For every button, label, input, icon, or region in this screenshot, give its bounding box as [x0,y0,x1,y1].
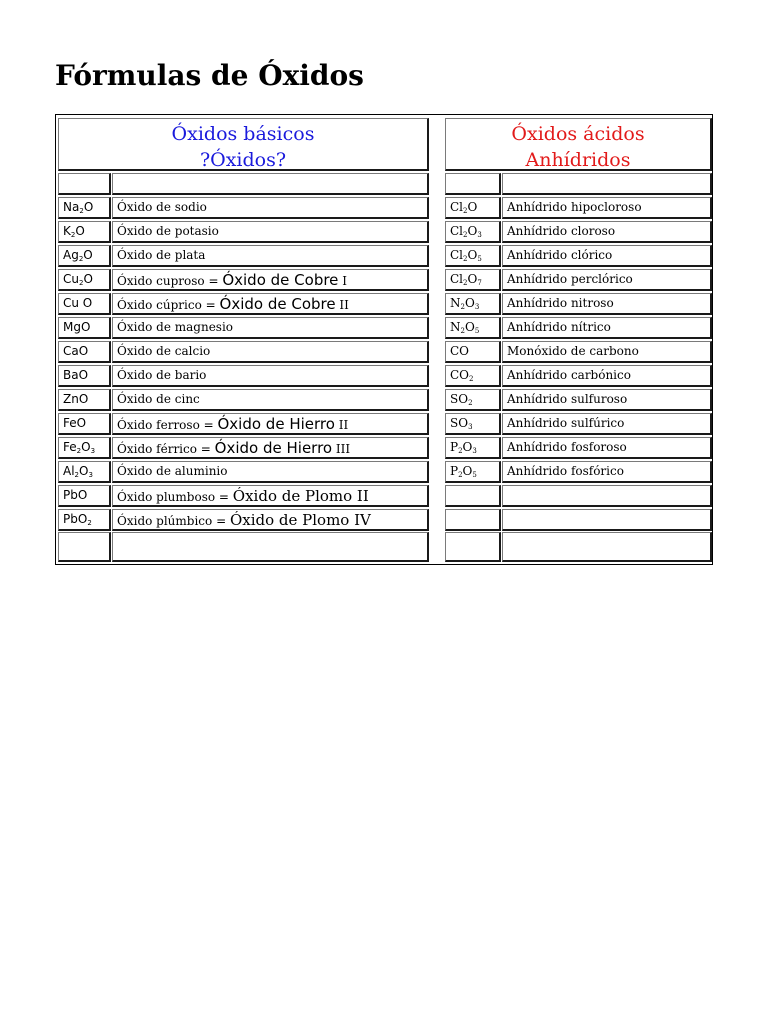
acid-formula-cell [445,365,501,387]
acid-name-cell [502,317,712,339]
formula [63,416,86,430]
formula [63,296,92,310]
anhydride-name: Anhídrido carbónico [507,368,631,382]
formula-part: Cl [450,200,464,214]
subscript: 2 [458,447,463,455]
oxidation-state: II [335,298,349,312]
acid-formula-cell [445,389,501,411]
formula [63,440,95,454]
subscript: 2 [463,231,468,239]
acid-header-title: Óxidos ácidos [511,123,645,145]
oxide-name: Óxido ferroso [117,418,200,432]
equals-sign: = [215,490,233,504]
acid-oxides-header [445,118,712,171]
acid-formula-cell [445,221,501,243]
formula-part: PbO [63,512,88,526]
acid-name-cell [502,509,712,531]
formula-part: O [464,296,475,310]
subscript: 5 [477,255,482,263]
formula [63,200,93,214]
formula-part: O [467,200,478,214]
oxide-stock-name: Óxido de Hierro [214,439,333,457]
oxide-name: Óxido plumboso [117,490,216,504]
formula-part: O [462,440,473,454]
equals-sign: = [204,274,223,288]
subscript: 3 [468,423,473,431]
oxidation-state: I [338,274,347,288]
subscript: 2 [87,519,92,527]
formula-part: MgO [63,320,91,334]
acid-name-cell [502,389,712,411]
formula [63,224,85,238]
basic-oxides-header [58,118,429,171]
subscript: 5 [472,471,477,479]
subscript: 2 [79,207,84,215]
basic-formula-cell [58,245,111,267]
oxide-name: Óxido de plata [117,248,206,262]
formula-part: CO [450,344,470,358]
subscript: 2 [463,207,468,215]
basic-header-subtitle: ?Óxidos? [199,149,287,171]
subscript: 2 [74,471,80,479]
formula-part: FeO [63,416,87,430]
anhydride-name: Anhídrido hipocloroso [507,200,642,214]
formula-part: Al [63,464,75,478]
basic-formula-cell [58,293,111,315]
anhydride-name: Anhídrido sulfúrico [507,416,625,430]
formula-part: O [462,464,473,478]
formula-part: SO [450,416,469,430]
formula [63,248,93,262]
subscript: 2 [458,471,463,479]
formula-part: PbO [63,488,88,502]
oxide-name: Óxido de cinc [117,392,200,406]
formula [450,344,469,358]
basic-name-cell [112,197,429,219]
formula-part: O [83,272,93,286]
acid-name-cell [502,269,712,291]
basic-formula-cell [58,317,111,339]
oxide-name: Óxido de calcio [117,344,211,358]
oxide-name: Óxido de bario [117,368,207,382]
acid-name-cell [502,365,712,387]
formula [450,224,482,238]
formula-part: Cu O [63,296,93,310]
subscript: 3 [88,471,93,479]
acid-formula-cell [445,413,501,435]
basic-name-cell [112,389,429,411]
subscript: 2 [468,399,473,407]
anhydride-name: Anhídrido fosforoso [507,440,627,454]
acid-header-subtitle: Anhídridos [525,149,631,171]
basic-name-cell [112,317,429,339]
formula-part: O [79,464,89,478]
acid-name-cell [502,413,712,435]
acid-name-cell [502,245,712,267]
oxide-stock-name: Óxido de Plomo II [232,487,369,505]
formula [450,320,479,334]
subscript: 2 [78,279,84,287]
acid-name-cell [502,437,712,459]
basic-header-title: Óxidos básicos [171,123,315,145]
anhydride-name: Anhídrido fosfórico [507,464,624,478]
formula-part: N [450,320,461,334]
acid-formula-cell [445,461,501,483]
formula [450,200,477,214]
basic-formula-cell [58,365,111,387]
formula-part: Cl [450,224,464,238]
formula [63,392,88,406]
acid-name-cell [502,293,712,315]
oxide-name: Óxido de potasio [117,224,219,238]
basic-formula-cell [58,269,111,291]
formula [63,368,88,382]
basic-name-cell [112,293,429,315]
basic-formula-cell [58,437,111,459]
formula-part: Ag [63,248,79,262]
blank-cell [502,173,712,195]
anhydride-name: Anhídrido cloroso [507,224,616,238]
oxide-stock-name: Óxido de Cobre [222,271,339,289]
formula-part: P [450,464,459,478]
acid-name-cell [502,461,712,483]
formula [63,272,93,286]
basic-name-cell [112,365,429,387]
formula-part: O [75,224,85,238]
blank-cell [112,173,429,195]
acid-formula-cell [445,317,501,339]
formula-part: P [450,440,459,454]
basic-name-cell [112,509,429,531]
basic-formula-cell [58,461,111,483]
anhydride-name: Anhídrido nitroso [507,296,614,310]
subscript: 3 [474,303,480,311]
formula-part: K [63,224,71,238]
oxide-stock-name: Óxido de Cobre [219,295,336,313]
anhydride-name: Monóxido de carbono [507,344,639,358]
blank-cell [58,173,111,195]
subscript: 3 [477,231,482,239]
formula-part: O [467,248,478,262]
anhydride-name: Anhídrido nítrico [507,320,611,334]
blank-cell [445,532,501,562]
acid-formula-cell [445,437,501,459]
anhydride-name: Anhídrido clórico [507,248,613,262]
acid-formula-cell [445,485,501,507]
page-title: Fórmulas de Óxidos [55,59,364,92]
equals-sign: = [199,418,218,432]
formula [450,296,479,310]
blank-cell [502,532,712,562]
acid-formula-cell [445,245,501,267]
formula-part: O [83,200,94,214]
blank-cell [58,532,111,562]
equals-sign: = [196,442,215,456]
formula-part: Cl [450,272,464,286]
basic-formula-cell [58,389,111,411]
formula-part: ZnO [63,392,89,406]
basic-name-cell [112,461,429,483]
basic-formula-cell [58,221,111,243]
acid-formula-cell [445,509,501,531]
oxide-name: Óxido de magnesio [117,320,234,334]
basic-formula-cell [58,197,111,219]
acid-formula-cell [445,341,501,363]
formula [450,392,473,406]
basic-name-cell [112,221,429,243]
formula-part: N [450,296,461,310]
subscript: 7 [477,279,482,287]
formula-part: CaO [63,344,89,358]
subscript: 2 [460,303,465,311]
formula [450,368,474,382]
oxides-table [55,114,713,565]
formula-part: O [467,224,478,238]
equals-sign: = [201,298,220,312]
formula-part: O [83,248,93,262]
basic-name-cell [112,341,429,363]
subscript: 2 [460,327,465,335]
subscript: 2 [70,231,76,239]
acid-name-cell [502,221,712,243]
formula-part: SO [450,392,469,406]
subscript: 2 [76,447,82,455]
formula-part: Cl [450,248,464,262]
oxide-name: Óxido cuproso [117,274,205,288]
subscript: 2 [469,375,474,383]
formula [63,512,92,526]
formula [63,488,87,502]
basic-name-cell [112,485,429,507]
subscript: 3 [90,447,96,455]
formula-part: Na [63,200,80,214]
oxide-name: Óxido férrico [117,442,197,456]
acid-name-cell [502,485,712,507]
oxide-stock-name: Óxido de Hierro [217,415,335,433]
acid-formula-cell [445,269,501,291]
subscript: 5 [474,327,480,335]
basic-name-cell [112,245,429,267]
blank-cell [445,173,501,195]
formula-part: CO [450,368,470,382]
formula-part: O [81,440,91,454]
acid-formula-cell [445,293,501,315]
basic-formula-cell [58,485,111,507]
subscript: 2 [463,279,468,287]
anhydride-name: Anhídrido sulfuroso [507,392,628,406]
oxide-name: Óxido plúmbico [117,514,213,528]
formula-part: O [464,320,475,334]
formula-part: Fe [63,440,77,454]
formula-part: Cu [63,272,79,286]
basic-name-cell [112,269,429,291]
oxidation-state: III [332,442,351,456]
subscript: 2 [463,255,468,263]
formula-part: BaO [63,368,89,382]
formula [63,344,88,358]
formula [450,272,482,286]
oxide-name: Óxido de sodio [117,200,207,214]
formula [450,248,482,262]
acid-formula-cell [445,197,501,219]
equals-sign: = [212,514,230,528]
formula [63,320,90,334]
blank-cell [112,532,429,562]
basic-name-cell [112,413,429,435]
subscript: 2 [78,255,84,263]
formula [450,464,477,478]
basic-formula-cell [58,413,111,435]
formula [450,416,473,430]
oxidation-state: II [334,418,349,432]
basic-formula-cell [58,509,111,531]
oxide-name: Óxido cúprico [117,298,202,312]
formula-part: O [467,272,478,286]
anhydride-name: Anhídrido perclórico [507,272,633,286]
formula [63,464,93,478]
oxide-name: Óxido de aluminio [117,464,228,478]
oxide-stock-name: Óxido de Plomo IV [229,511,371,529]
subscript: 3 [472,447,477,455]
formula [450,440,477,454]
basic-formula-cell [58,341,111,363]
basic-name-cell [112,437,429,459]
acid-name-cell [502,197,712,219]
acid-name-cell [502,341,712,363]
